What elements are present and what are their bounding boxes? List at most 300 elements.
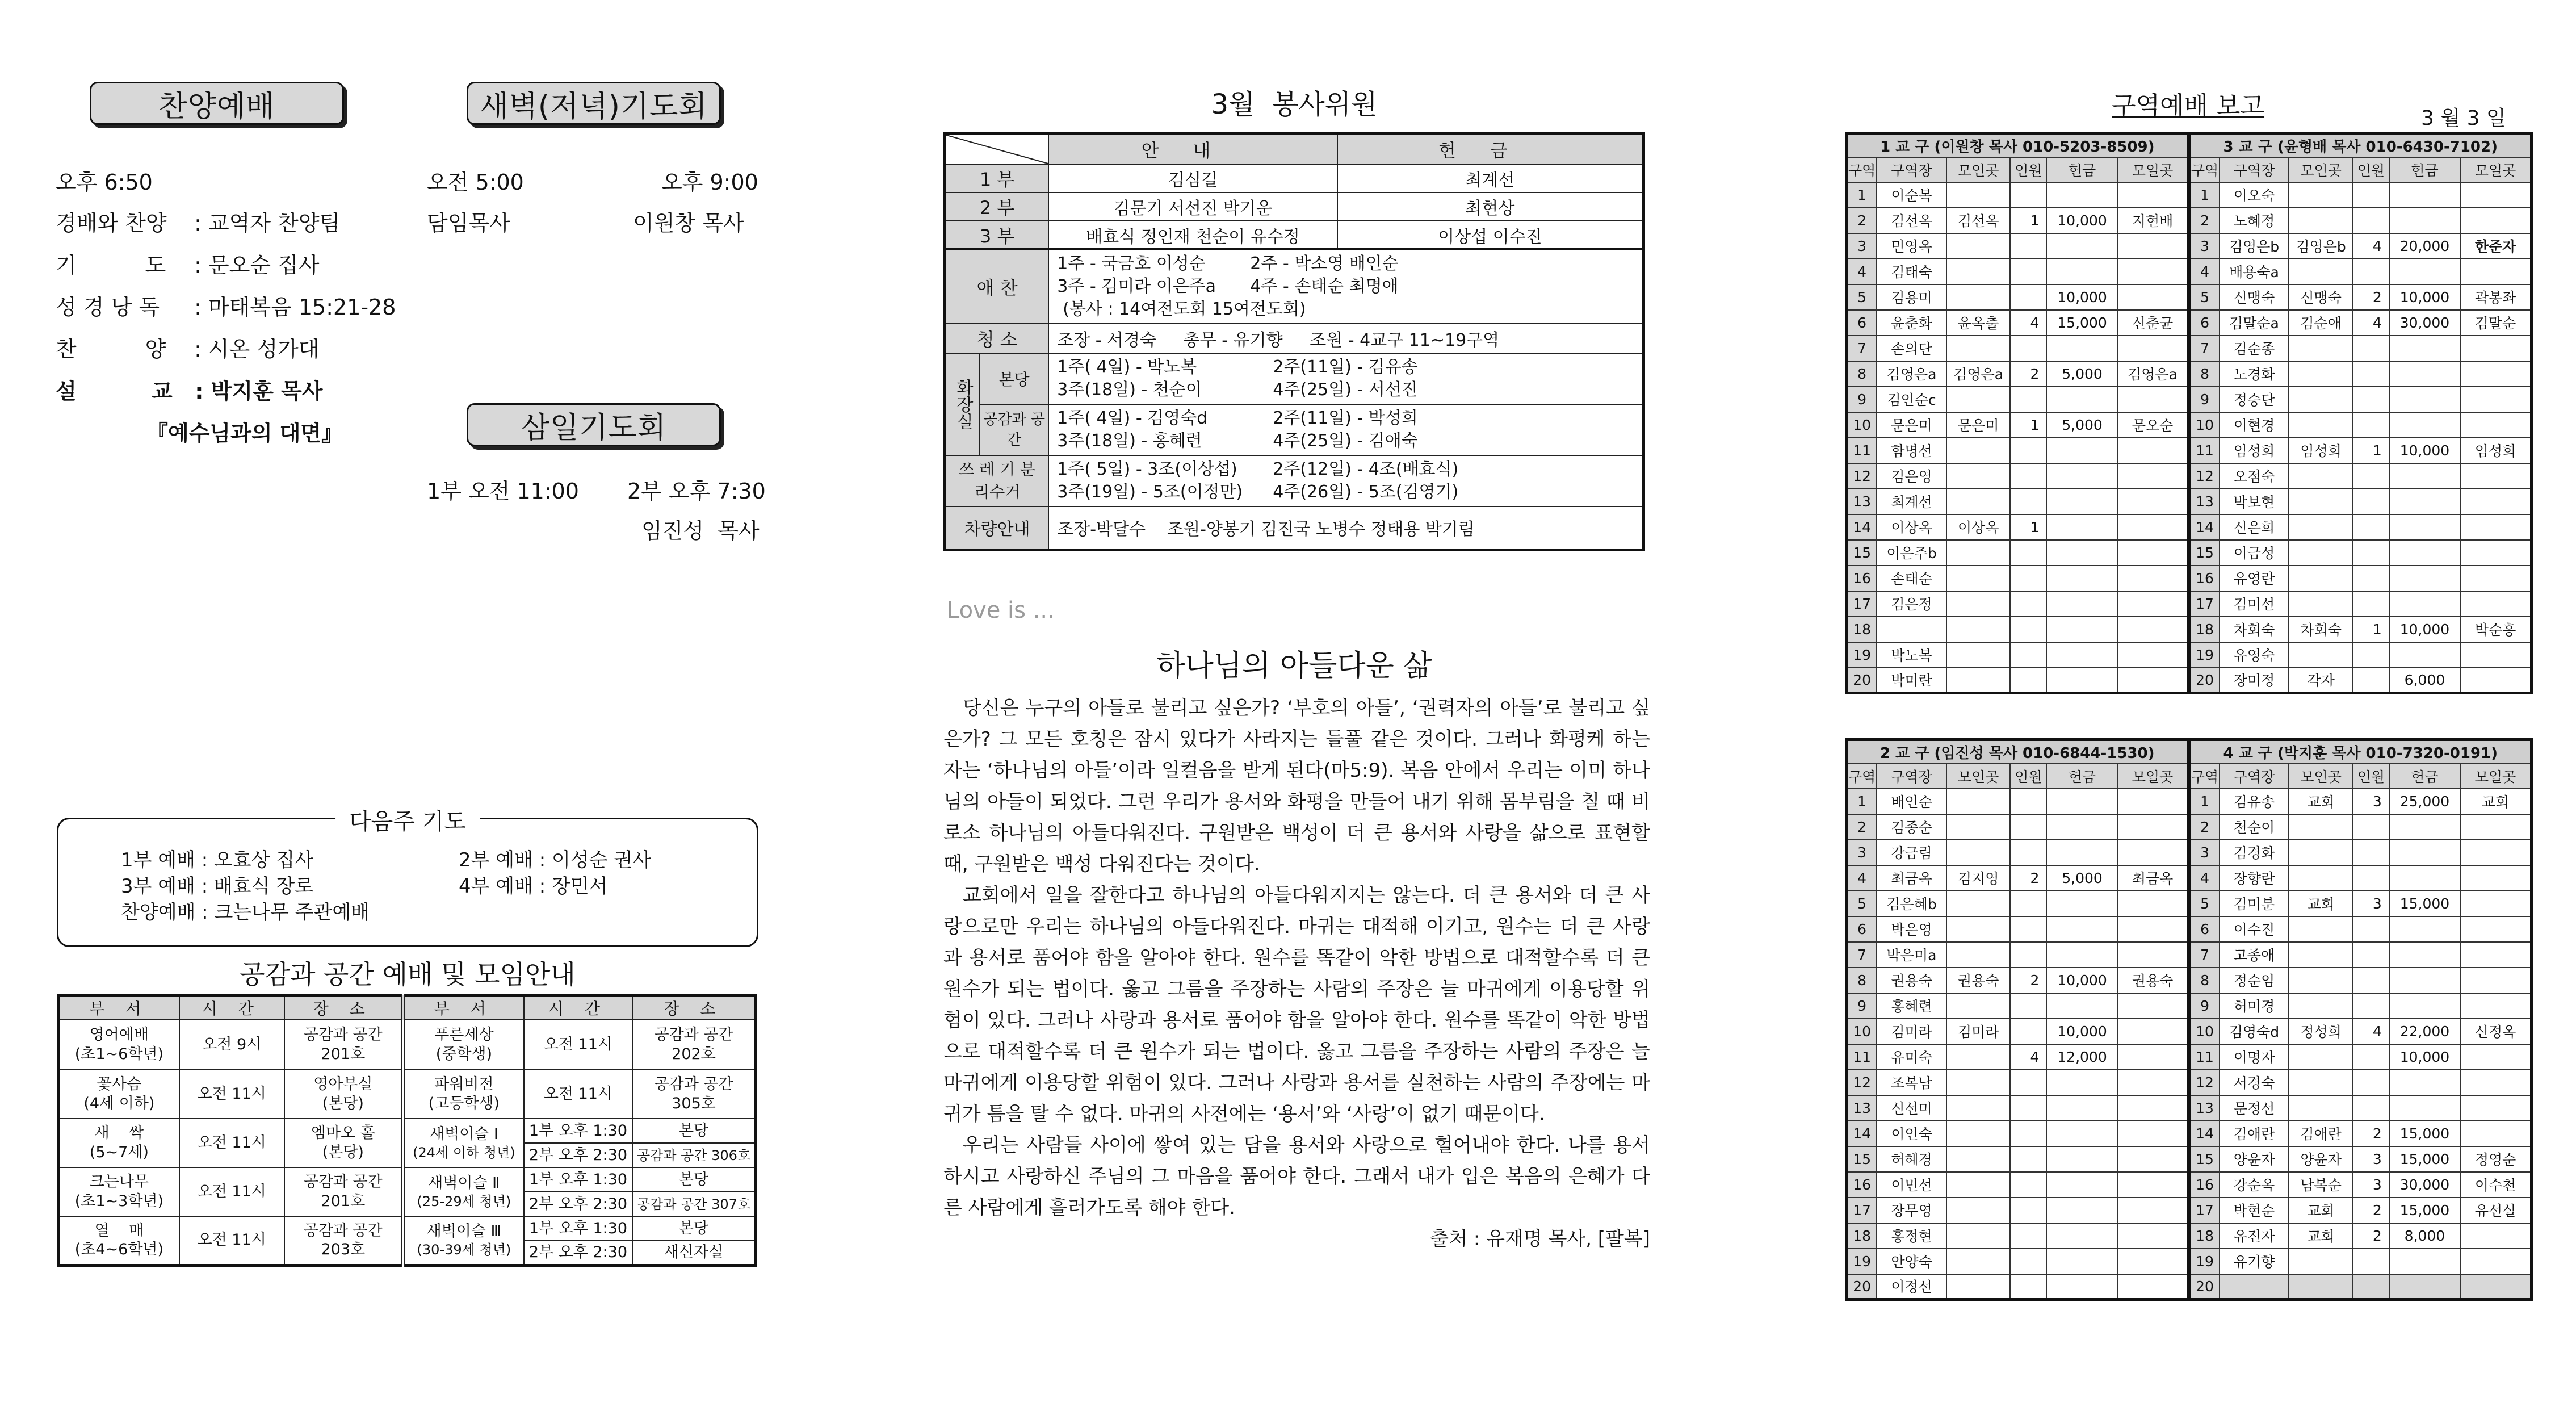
district-no: 6 <box>2189 916 2220 942</box>
meeting-host <box>1946 891 2011 916</box>
district-no: 7 <box>1847 336 1877 361</box>
place: 공감과 공간 306호 <box>632 1143 756 1167</box>
place: 본당 <box>632 1167 756 1192</box>
offering: 10,000 <box>2046 208 2117 233</box>
district-no: 7 <box>1847 942 1877 968</box>
offering: 10,000 <box>2046 1019 2117 1044</box>
offering <box>2389 514 2460 540</box>
leader: 김애란 <box>2220 1121 2289 1146</box>
offering <box>2046 1274 2117 1300</box>
restroom-line: 4주(25일) - 서선진 <box>1273 380 1418 400</box>
col-header: 모일곳 <box>2118 157 2189 182</box>
next-host <box>2118 1146 2189 1172</box>
district-no: 3 <box>1847 233 1877 259</box>
leader: 유영란 <box>2220 566 2289 591</box>
leader: 최계선 <box>1877 489 1946 514</box>
col-header: 인원 <box>2010 157 2046 182</box>
table-row <box>1847 336 2532 361</box>
order-label: 성 경 낭 독 <box>56 295 160 320</box>
district-no: 8 <box>1847 968 1877 993</box>
next-host <box>2118 259 2189 284</box>
leader: 이오숙 <box>2220 182 2289 208</box>
attendance: 2 <box>2010 865 2046 891</box>
col-header: 인원 <box>2353 764 2389 789</box>
leader: 함명선 <box>1877 438 1946 463</box>
col-header: 인원 <box>2010 764 2046 789</box>
leader: 노혜정 <box>2220 208 2289 233</box>
offering <box>2389 387 2460 412</box>
attendance <box>2010 233 2046 259</box>
district-no: 12 <box>1847 463 1877 489</box>
next-host <box>2460 208 2531 233</box>
dept: 영어예배 <box>89 1025 149 1044</box>
offering <box>2046 566 2117 591</box>
next-host <box>2460 840 2531 865</box>
attendance <box>2010 840 2046 865</box>
offering <box>2046 1223 2117 1249</box>
offering <box>2389 840 2460 865</box>
meeting-host: 교회 <box>2289 1223 2353 1249</box>
prayer-item: 3부 예배 : 배효식 장로 <box>121 875 314 898</box>
table-row <box>1847 387 2532 412</box>
col-header: 구역 <box>2189 764 2220 789</box>
table-row <box>1847 566 2532 591</box>
attendance: 1 <box>2010 514 2046 540</box>
order-value: 박지훈 목사 <box>211 379 323 404</box>
leader: 오점숙 <box>2220 463 2289 489</box>
next-host <box>2118 514 2189 540</box>
attendance <box>2353 1044 2389 1070</box>
next-host <box>2118 1172 2189 1198</box>
next-host <box>2460 387 2531 412</box>
offering <box>2389 1070 2460 1095</box>
leader: 권용숙 <box>1877 968 1946 993</box>
offering <box>2046 789 2117 814</box>
gonggam-title: 공감과 공간 예배 및 모임안내 <box>240 959 576 990</box>
place: 공감과 공간 307호 <box>632 1192 756 1216</box>
leader: 유미숙 <box>1877 1044 1946 1070</box>
attendance <box>2010 942 2046 968</box>
leader: 김미선 <box>2220 591 2289 617</box>
leader: 윤춘화 <box>1877 310 1946 336</box>
next-host <box>2118 1198 2189 1223</box>
offering: 최계선 <box>1337 164 1644 192</box>
next-host <box>2460 463 2531 489</box>
next-host <box>2118 540 2189 566</box>
table-row <box>945 192 1644 221</box>
flower-line: 4주 - 손태순 최명애 <box>1250 277 1399 296</box>
next-host <box>2460 891 2531 916</box>
next-host: 박순흥 <box>2460 617 2531 642</box>
next-host <box>2118 591 2189 617</box>
next-host <box>2460 336 2531 361</box>
guide: 김심길 <box>1048 164 1337 192</box>
next-host: 정영순 <box>2460 1146 2531 1172</box>
offering <box>2389 865 2460 891</box>
attendance: 1 <box>2010 412 2046 438</box>
offering: 15,000 <box>2046 310 2117 336</box>
leader <box>1877 617 1946 642</box>
next-host <box>2118 617 2189 642</box>
leader: 김경화 <box>2220 840 2289 865</box>
next-host <box>2118 566 2189 591</box>
time: 1부 오후 1:30 <box>524 1216 632 1241</box>
dept: 푸른세상 <box>434 1025 494 1044</box>
district-no: 14 <box>1847 1121 1877 1146</box>
next-host <box>2118 233 2189 259</box>
table-row <box>945 455 1644 506</box>
table-row <box>1847 668 2532 693</box>
district-no: 20 <box>1847 668 1877 693</box>
table-row <box>1847 463 2532 489</box>
next-week-prayer-box <box>57 809 758 947</box>
table-row <box>58 1020 756 1069</box>
table-row <box>1847 1146 2532 1172</box>
dept-sub: (중학생) <box>435 1045 493 1063</box>
meeting-host <box>2289 259 2353 284</box>
attendance <box>2010 1198 2046 1223</box>
next-host <box>2460 591 2531 617</box>
leader: 조복남 <box>1877 1070 1946 1095</box>
next-week-prayer-title: 다음주 기도 <box>335 803 480 836</box>
meeting-host <box>2289 1070 2353 1095</box>
offering <box>2389 942 2460 968</box>
offering: 10,000 <box>2389 438 2460 463</box>
leader: 홍혜련 <box>1877 993 1946 1019</box>
meeting-host: 김영은a <box>1946 361 2011 387</box>
offering <box>2046 1146 2117 1172</box>
love-is-caption: Love is ... <box>947 597 1055 623</box>
district-no: 15 <box>2189 540 2220 566</box>
dept-sub: (25-29세 청년) <box>417 1193 511 1209</box>
attendance: 2 <box>2353 1121 2389 1146</box>
district-no: 18 <box>1847 617 1877 642</box>
offering: 이상섭 이수진 <box>1337 221 1644 249</box>
offering: 22,000 <box>2389 1019 2460 1044</box>
next-host <box>2460 182 2531 208</box>
district-table-top <box>1845 132 2533 694</box>
next-host <box>2460 942 2531 968</box>
district-no: 17 <box>1847 1198 1877 1223</box>
row-label: 애 찬 <box>945 249 1049 324</box>
next-host <box>2118 1019 2189 1044</box>
dawn-time: 오전 5:00 <box>427 170 524 195</box>
meeting-host: 권용숙 <box>1946 968 2011 993</box>
offering: 20,000 <box>2389 233 2460 259</box>
table-row <box>1847 865 2532 891</box>
district-no: 10 <box>1847 412 1877 438</box>
col-header: 모인곳 <box>1946 764 2011 789</box>
district-no: 1 <box>1847 182 1877 208</box>
offering <box>2046 840 2117 865</box>
offering <box>2046 993 2117 1019</box>
offering <box>2389 591 2460 617</box>
next-host: 임성희 <box>2460 438 2531 463</box>
table-row <box>945 249 1644 324</box>
district-no: 10 <box>2189 412 2220 438</box>
dept: 열 매 <box>94 1221 144 1240</box>
dept-sub: (초4~6학년) <box>74 1241 164 1259</box>
table-header <box>58 995 756 1020</box>
attendance <box>2353 942 2389 968</box>
table-row <box>1847 617 2532 642</box>
diagonal-corner <box>945 134 1049 165</box>
meeting-host <box>1946 668 2011 693</box>
attendance <box>2010 182 2046 208</box>
table-row <box>1847 489 2532 514</box>
recycling-line: 3주(19일) - 5조(이정만) <box>1057 482 1243 502</box>
dept-sub: (고등학생) <box>428 1094 500 1112</box>
next-host <box>2460 259 2531 284</box>
attendance <box>2010 617 2046 642</box>
district-no: 11 <box>2189 1044 2220 1070</box>
next-host <box>2118 284 2189 310</box>
next-host <box>2118 1223 2189 1249</box>
table-row <box>1847 310 2532 336</box>
next-host <box>2460 361 2531 387</box>
offering: 5,000 <box>2046 412 2117 438</box>
recycling-line: 4주(26일) - 5조(김영기) <box>1273 482 1459 502</box>
col-header: 구역 <box>1847 157 1877 182</box>
time: 오전 11시 <box>524 1069 632 1119</box>
meeting-host <box>2289 840 2353 865</box>
service-table <box>943 132 1645 551</box>
next-host <box>2460 968 2531 993</box>
time: 오전 9시 <box>179 1020 284 1069</box>
next-host <box>2460 1249 2531 1274</box>
district-no: 17 <box>2189 591 2220 617</box>
leader: 고종애 <box>2220 942 2289 968</box>
col-header: 헌금 <box>2046 157 2117 182</box>
meeting-host <box>2289 942 2353 968</box>
leader: 손태순 <box>1877 566 1946 591</box>
order-label: 설 교 <box>56 379 173 404</box>
offering <box>2389 993 2460 1019</box>
district-header: 1 교 구 (이원창 목사 010-5203-8509) <box>1847 133 2189 157</box>
district-no: 9 <box>2189 387 2220 412</box>
attendance <box>2010 891 2046 916</box>
offering <box>2389 208 2460 233</box>
next-host <box>2118 438 2189 463</box>
attendance <box>2010 1249 2046 1274</box>
place: 공감과 공간 <box>303 1025 383 1044</box>
offering: 8,000 <box>2389 1223 2460 1249</box>
meeting-host: 차회숙 <box>2289 617 2353 642</box>
essay-paragraph: 우리는 사람들 사이에 쌓여 있는 담을 용서와 사랑으로 헐어내야 한다. 나를 용서하시고 사랑하신 주님의 그 마음을 품어야 한다. 그래서 내가 입은 복음의 은혜가 다른 사람에게 흘러가도록 해야 한다. <box>943 1134 1650 1219</box>
district-no: 20 <box>2189 668 2220 693</box>
attendance <box>2010 566 2046 591</box>
offering: 15,000 <box>2389 1121 2460 1146</box>
offering: 15,000 <box>2389 1198 2460 1223</box>
meeting-host <box>2289 814 2353 840</box>
offering: 10,000 <box>2046 968 2117 993</box>
dept: 꽃사슴 <box>97 1075 141 1093</box>
meeting-host <box>1946 1070 2011 1095</box>
district-no: 20 <box>1847 1274 1877 1300</box>
col-header: 구역장 <box>1877 157 1946 182</box>
evening-time: 오후 9:00 <box>661 170 758 195</box>
meeting-host <box>1946 1274 2011 1300</box>
leader: 문정선 <box>2220 1095 2289 1121</box>
next-host <box>2460 1274 2531 1300</box>
col-header: 구역 <box>2189 157 2220 182</box>
attendance <box>2353 208 2389 233</box>
next-host <box>2460 916 2531 942</box>
district-no: 6 <box>1847 916 1877 942</box>
leader: 홍정현 <box>1877 1223 1946 1249</box>
attendance: 3 <box>2353 1172 2389 1198</box>
attendance: 2 <box>2010 361 2046 387</box>
time: 오전 11시 <box>179 1119 284 1167</box>
district-no: 9 <box>1847 387 1877 412</box>
place: 엠마오 홀 <box>311 1124 375 1142</box>
attendance: 3 <box>2353 789 2389 814</box>
attendance <box>2353 1249 2389 1274</box>
district-no: 16 <box>1847 566 1877 591</box>
place-sub: (본당) <box>322 1094 364 1112</box>
next-host <box>2118 1274 2189 1300</box>
leader: 장무영 <box>1877 1198 1946 1223</box>
attendance <box>2353 840 2389 865</box>
leader: 김순종 <box>2220 336 2289 361</box>
offering <box>2046 438 2117 463</box>
offering <box>2389 336 2460 361</box>
meeting-host <box>2289 336 2353 361</box>
next-host: 지현배 <box>2118 208 2189 233</box>
next-host: 김말순 <box>2460 310 2531 336</box>
leader: 천순이 <box>2220 814 2289 840</box>
district-no: 4 <box>1847 865 1877 891</box>
table-row <box>1847 233 2532 259</box>
meeting-host <box>1946 789 2011 814</box>
offering <box>2046 182 2117 208</box>
row-label: 화장실 <box>945 353 980 455</box>
col-header: 모인곳 <box>1946 157 2011 182</box>
attendance <box>2010 1070 2046 1095</box>
offering <box>2389 361 2460 387</box>
offering <box>2046 336 2117 361</box>
flower-line: 1주 - 국금호 이성순 <box>1057 254 1206 274</box>
district-no: 3 <box>2189 840 2220 865</box>
offering: 5,000 <box>2046 865 2117 891</box>
district-no: 6 <box>1847 310 1877 336</box>
district-no: 2 <box>2189 814 2220 840</box>
district-no: 19 <box>1847 1249 1877 1274</box>
row-label: 3 부 <box>945 221 1049 249</box>
offering <box>2389 814 2460 840</box>
leader: 장미정 <box>2220 668 2289 693</box>
attendance: 3 <box>2353 891 2389 916</box>
district-no: 5 <box>2189 891 2220 916</box>
table-row <box>945 404 1644 455</box>
leader: 이인숙 <box>1877 1121 1946 1146</box>
attendance <box>2010 814 2046 840</box>
meeting-host: 교회 <box>2289 891 2353 916</box>
next-host <box>2460 993 2531 1019</box>
attendance: 2 <box>2353 284 2389 310</box>
attendance <box>2010 540 2046 566</box>
offering: 10,000 <box>2046 284 2117 310</box>
meeting-host <box>1946 1172 2011 1198</box>
next-host <box>2460 412 2531 438</box>
wednesday-session2: 2부 오후 7:30 <box>627 479 766 504</box>
meeting-host: 임성희 <box>2289 438 2353 463</box>
meeting-host <box>1946 387 2011 412</box>
leader: 이상옥 <box>1877 514 1946 540</box>
col-time: 시 간 <box>524 995 632 1020</box>
district-no: 8 <box>2189 361 2220 387</box>
leader: 장향란 <box>2220 865 2289 891</box>
leader: 김은영 <box>1877 463 1946 489</box>
meeting-host: 남복순 <box>2289 1172 2353 1198</box>
sermon-title: 『예수님과의 대면』 <box>146 421 343 446</box>
next-host: 김영은a <box>2118 361 2189 387</box>
district-no: 18 <box>2189 617 2220 642</box>
meeting-host: 김지영 <box>1946 865 2011 891</box>
guide: 김문기 서선진 박기운 <box>1048 192 1337 221</box>
leader: 정순임 <box>2220 968 2289 993</box>
leader: 배인순 <box>1877 789 1946 814</box>
offering <box>2389 489 2460 514</box>
attendance <box>2353 1274 2389 1300</box>
attendance <box>2353 993 2389 1019</box>
district-no: 4 <box>1847 259 1877 284</box>
district-no: 10 <box>1847 1019 1877 1044</box>
col-header: 모인곳 <box>2289 157 2353 182</box>
row-label: 1 부 <box>945 164 1049 192</box>
time: 1부 오후 1:30 <box>524 1167 632 1192</box>
next-host <box>2460 514 2531 540</box>
table-row <box>1847 1070 2532 1095</box>
col-guide: 안내 <box>1048 134 1337 165</box>
essay-body <box>943 693 1650 1255</box>
table-row <box>1847 514 2532 540</box>
dept: 새벽이슬 Ⅰ <box>429 1125 498 1144</box>
district-no: 2 <box>1847 208 1877 233</box>
table-row <box>1847 942 2532 968</box>
table-row <box>1847 1223 2532 1249</box>
offering <box>2046 591 2117 617</box>
col-header: 구역장 <box>2220 764 2289 789</box>
district-no: 13 <box>1847 1095 1877 1121</box>
leader: 박노복 <box>1877 642 1946 668</box>
place-sub: 203호 <box>321 1241 366 1259</box>
meeting-host <box>1946 591 2011 617</box>
meeting-host <box>2289 361 2353 387</box>
district-no: 11 <box>1847 1044 1877 1070</box>
leader: 이정선 <box>1877 1274 1946 1300</box>
meeting-host <box>1946 336 2011 361</box>
attendance: 2 <box>2010 968 2046 993</box>
meeting-host: 김선옥 <box>1946 208 2011 233</box>
district-no: 17 <box>2189 1198 2220 1223</box>
next-host <box>2118 840 2189 865</box>
next-host <box>2460 865 2531 891</box>
table-row <box>1847 182 2532 208</box>
leader: 정승단 <box>2220 387 2289 412</box>
offering: 10,000 <box>2389 617 2460 642</box>
dept-sub: (4세 이하) <box>83 1094 155 1112</box>
meeting-host <box>2289 642 2353 668</box>
table-row <box>1847 540 2532 566</box>
table-row <box>1847 642 2532 668</box>
leader: 양윤자 <box>2220 1146 2289 1172</box>
district-no: 18 <box>2189 1223 2220 1249</box>
meeting-host: 양윤자 <box>2289 1146 2353 1172</box>
table-row <box>1847 1274 2532 1300</box>
next-host <box>2460 1095 2531 1121</box>
next-host: 교회 <box>2460 789 2531 814</box>
